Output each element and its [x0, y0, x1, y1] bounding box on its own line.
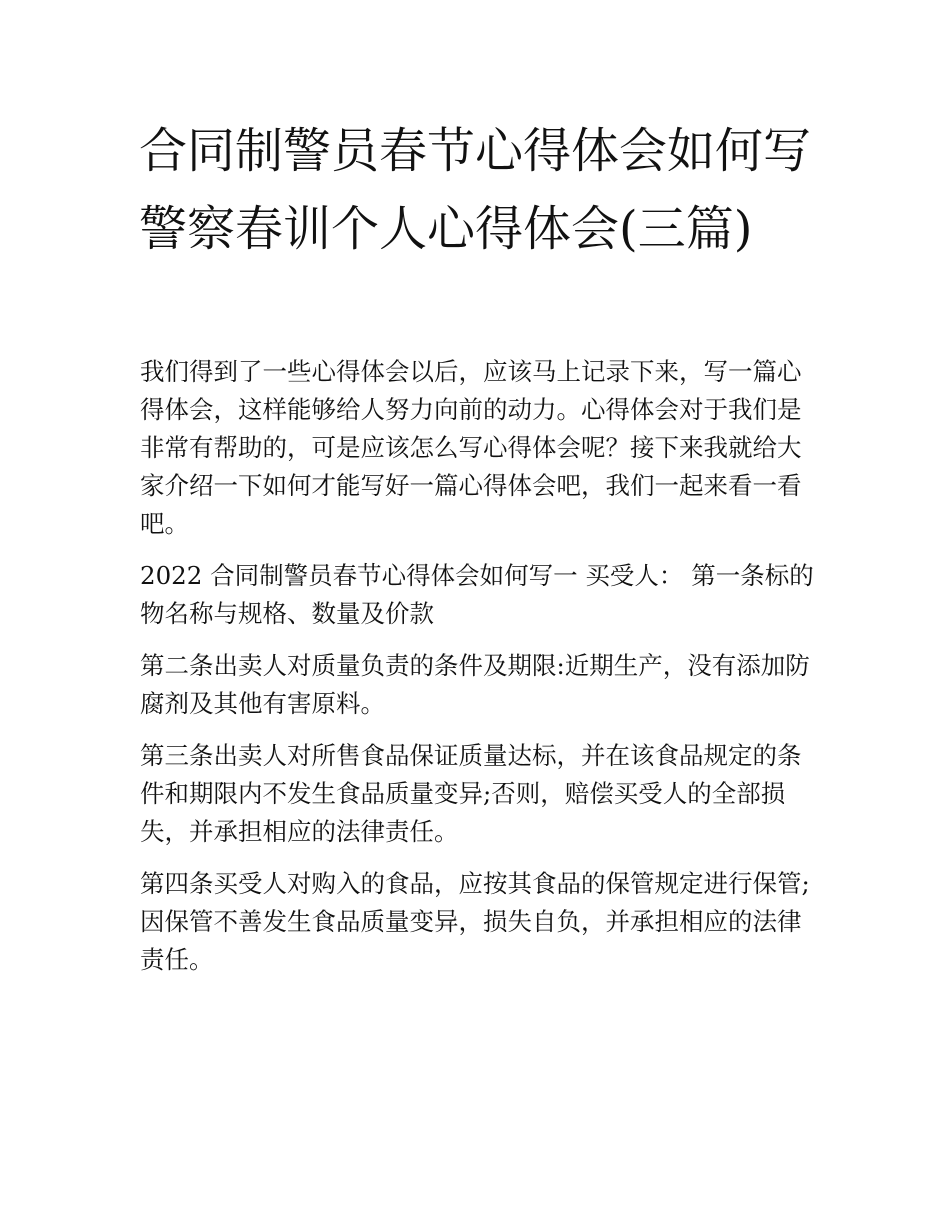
paragraph-intro: 我们得到了一些心得体会以后，应该马上记录下来，写一篇心得体会，这样能够给人努力向前的动力。心得体会对于我们是非常有帮助的，可是应该怎么写心得体会呢？接下来我就给大家介绍一下如何才能写好一篇心得体会吧，我们一起来看一看吧。 — [140, 357, 802, 538]
document-title: 合同制警员春节心得体会如何写 警察春训个人心得体会(三篇) — [139, 123, 812, 257]
paragraph-article-2: 第二条出卖人对质量负责的条件及期限:近期生产，没有添加防腐剂及其他有害原料。 — [140, 651, 810, 718]
document-body — [140, 353, 815, 993]
paragraph-section-heading: 2022 合同制警员春节心得体会如何写一 买受人： 第一条标的物名称与规格、数量及价款 — [140, 561, 814, 628]
paragraph-article-4: 第四条买受人对购入的食品，应按其食品的保管规定进行保管;因保管不善发生食品质量变异，损失自负，并承担相应的法律责任。 — [140, 869, 810, 974]
paragraph-article-3: 第三条出卖人对所售食品保证质量达标，并在该食品规定的条件和期限内不发生食品质量变异;否则，赔偿买受人的全部损失，并承担相应的法律责任。 — [140, 741, 802, 846]
